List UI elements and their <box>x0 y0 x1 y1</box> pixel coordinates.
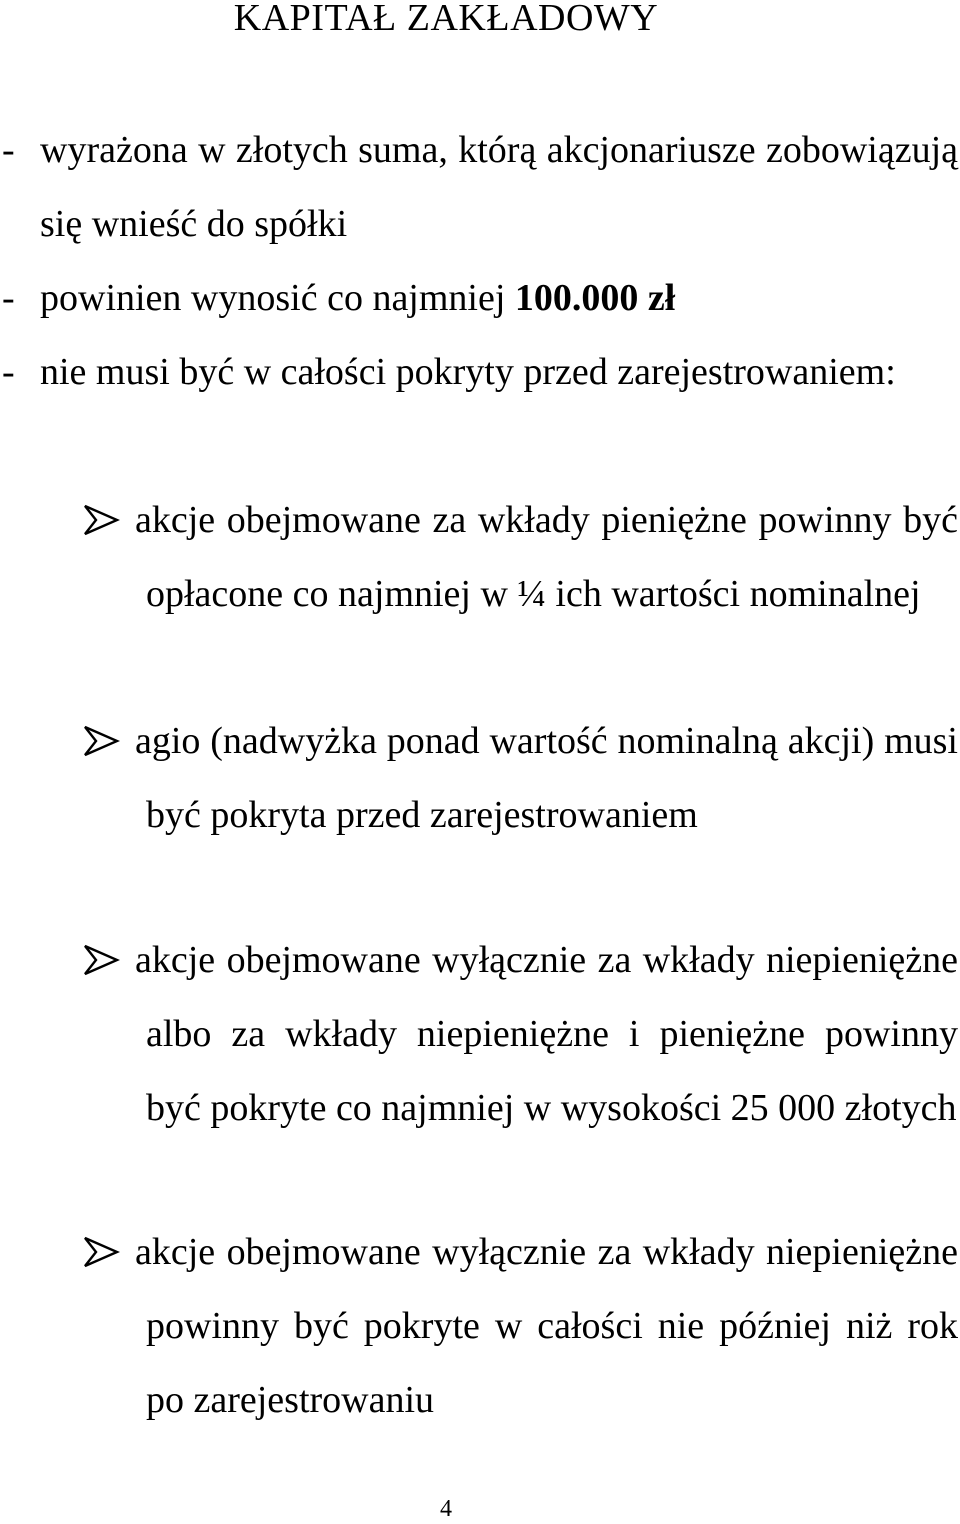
list-item-text: nie musi być w całości pokryty przed zarejestrowaniem: <box>40 351 896 393</box>
dash-bullet: - <box>2 129 15 171</box>
arrowhead-bullet-icon <box>82 943 120 977</box>
list-item-minimum <box>0 261 958 335</box>
sub-list-item <box>0 923 958 1145</box>
dash-bullet: - <box>2 277 15 319</box>
list-item-definition <box>0 113 958 261</box>
arrowhead-bullet-icon <box>82 503 120 537</box>
list-item-text: wyrażona w złotych suma, którą akcjonariusze zobowiązują się wnieść do spółki <box>40 129 958 245</box>
sub-list-item-text: akcje obejmowane za wkłady pieniężne powinny być opłacone co najmniej w ¼ ich wartości nominalnej <box>135 499 958 615</box>
page-title: KAPITAŁ ZAKŁADOWY <box>233 0 659 39</box>
sub-list-item <box>0 1215 958 1437</box>
sub-list-item-text: agio (nadwyżka ponad wartość nominalną akcji) musi być pokryta przed zarejestrowaniem <box>135 720 958 836</box>
arrowhead-bullet-icon <box>82 724 120 758</box>
list-item-text-regular: powinien wynosić co najmniej <box>40 277 515 319</box>
arrowhead-bullet-icon <box>82 1235 120 1269</box>
list-item-coverage <box>0 335 958 409</box>
page-number: 4 <box>440 1496 452 1522</box>
dash-bullet: - <box>2 351 15 393</box>
sub-list-item-text: akcje obejmowane wyłącznie za wkłady niepieniężne albo za wkłady niepieniężne i pieniężne powinny być pokryte co najmniej w wysokości 25 000 złotych <box>135 939 958 1129</box>
list-item-text <box>40 261 958 335</box>
minimum-amount: 100.000 zł <box>514 277 676 319</box>
sub-list-item-text: akcje obejmowane wyłącznie za wkłady niepieniężne powinny być pokryte w całości nie później niż rok po zarejestrowaniu <box>135 1231 958 1421</box>
sub-list-item <box>0 704 958 852</box>
sub-list-item <box>0 483 958 631</box>
